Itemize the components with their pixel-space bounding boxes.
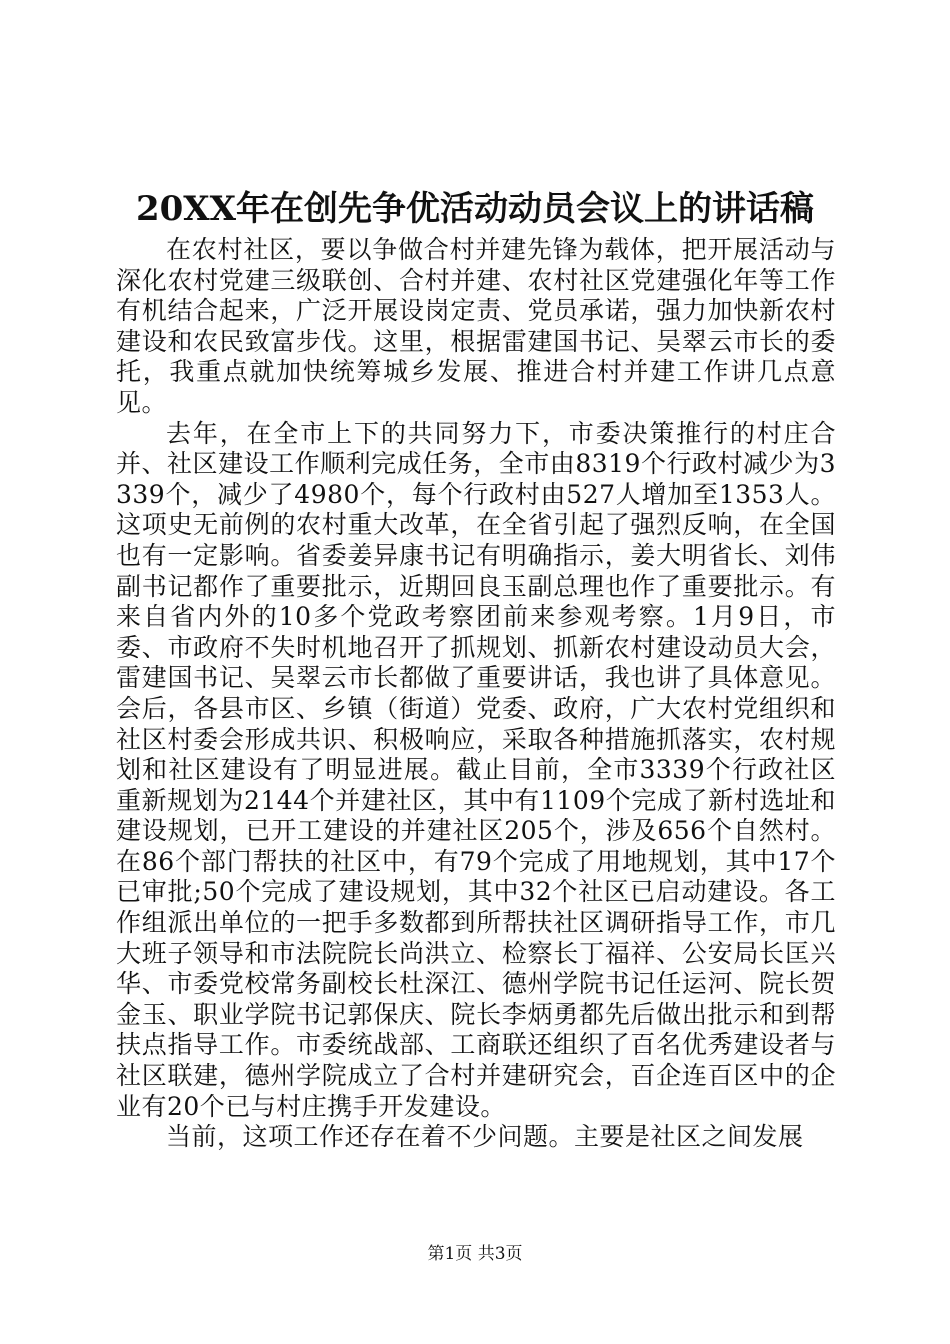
paragraph: 在农村社区，要以争做合村并建先锋为载体，把开展活动与深化农村党建三级联创、合村并建、农村社区党建强化年等工作有机结合起来，广泛开展设岗定责、党员承诺，强力加快新农村建设和农民致富步伐。这里，根据雷建国书记、吴翠云市长的委托，我重点就加快统筹城乡发展、推进合村并建工作讲几点意见。 (116, 235, 836, 417)
document-body (116, 235, 836, 1153)
paragraph: 当前，这项工作还存在着不少问题。主要是社区之间发展 (166, 1122, 804, 1152)
page-number-footer: 第1页 共3页 (427, 1244, 523, 1264)
document-title: 20XX年在创先争优活动动员会议上的讲话稿 (135, 189, 815, 229)
paragraph: 去年，在全市上下的共同努力下，市委决策推行的村庄合并、社区建设工作顺利完成任务，全市由8319个行政村减少为3339个，减少了4980个，每个行政村由527人增加至1353人。这项史无前例的农村重大改革，在全省引起了强烈反响，在全国也有一定影响。省委姜异康书记有明确指示，姜大明省长、刘伟副书记都作了重要批示，近期回良玉副总理也作了重要批示。有来自省内外的10多个党政考察团前来参观考察。1月9日，市委、市政府不失时机地召开了抓规划、抓新农村建设动员大会，雷建国书记、吴翠云市长都做了重要讲话，我也讲了具体意见。会后，各县市区、乡镇（街道）党委、政府，广大农村党组织和社区村委会形成共识、积极响应，采取各种措施抓落实，农村规划和社区建设有了明显进展。截止目前，全市3339个行政社区重新规划为2144个并建社区，其中有1109个完成了新村选址和建设规划，已开工建设的并建社区205个，涉及656个自然村。在86个部门帮扶的社区中，有79个完成了用地规划，其中17个已审批;50个完成了建设规划，其中32个社区已启动建设。各工作组派出单位的一把手多数都到所帮扶社区调研指导工作，市几大班子领导和市法院院长尚洪立、检察长丁福祥、公安局长匡兴华、市委党校常务副校长杜深江、德州学院书记任运河、院长贺金玉、职业学院书记郭保庆、院长李炳勇都先后做出批示和到帮扶点指导工作。市委统战部、工商联还组织了百名优秀建设者与社区联建，德州学院成立了合村并建研究会，百企连百区中的企业有20个已与村庄携手开发建设。 (116, 418, 836, 1121)
